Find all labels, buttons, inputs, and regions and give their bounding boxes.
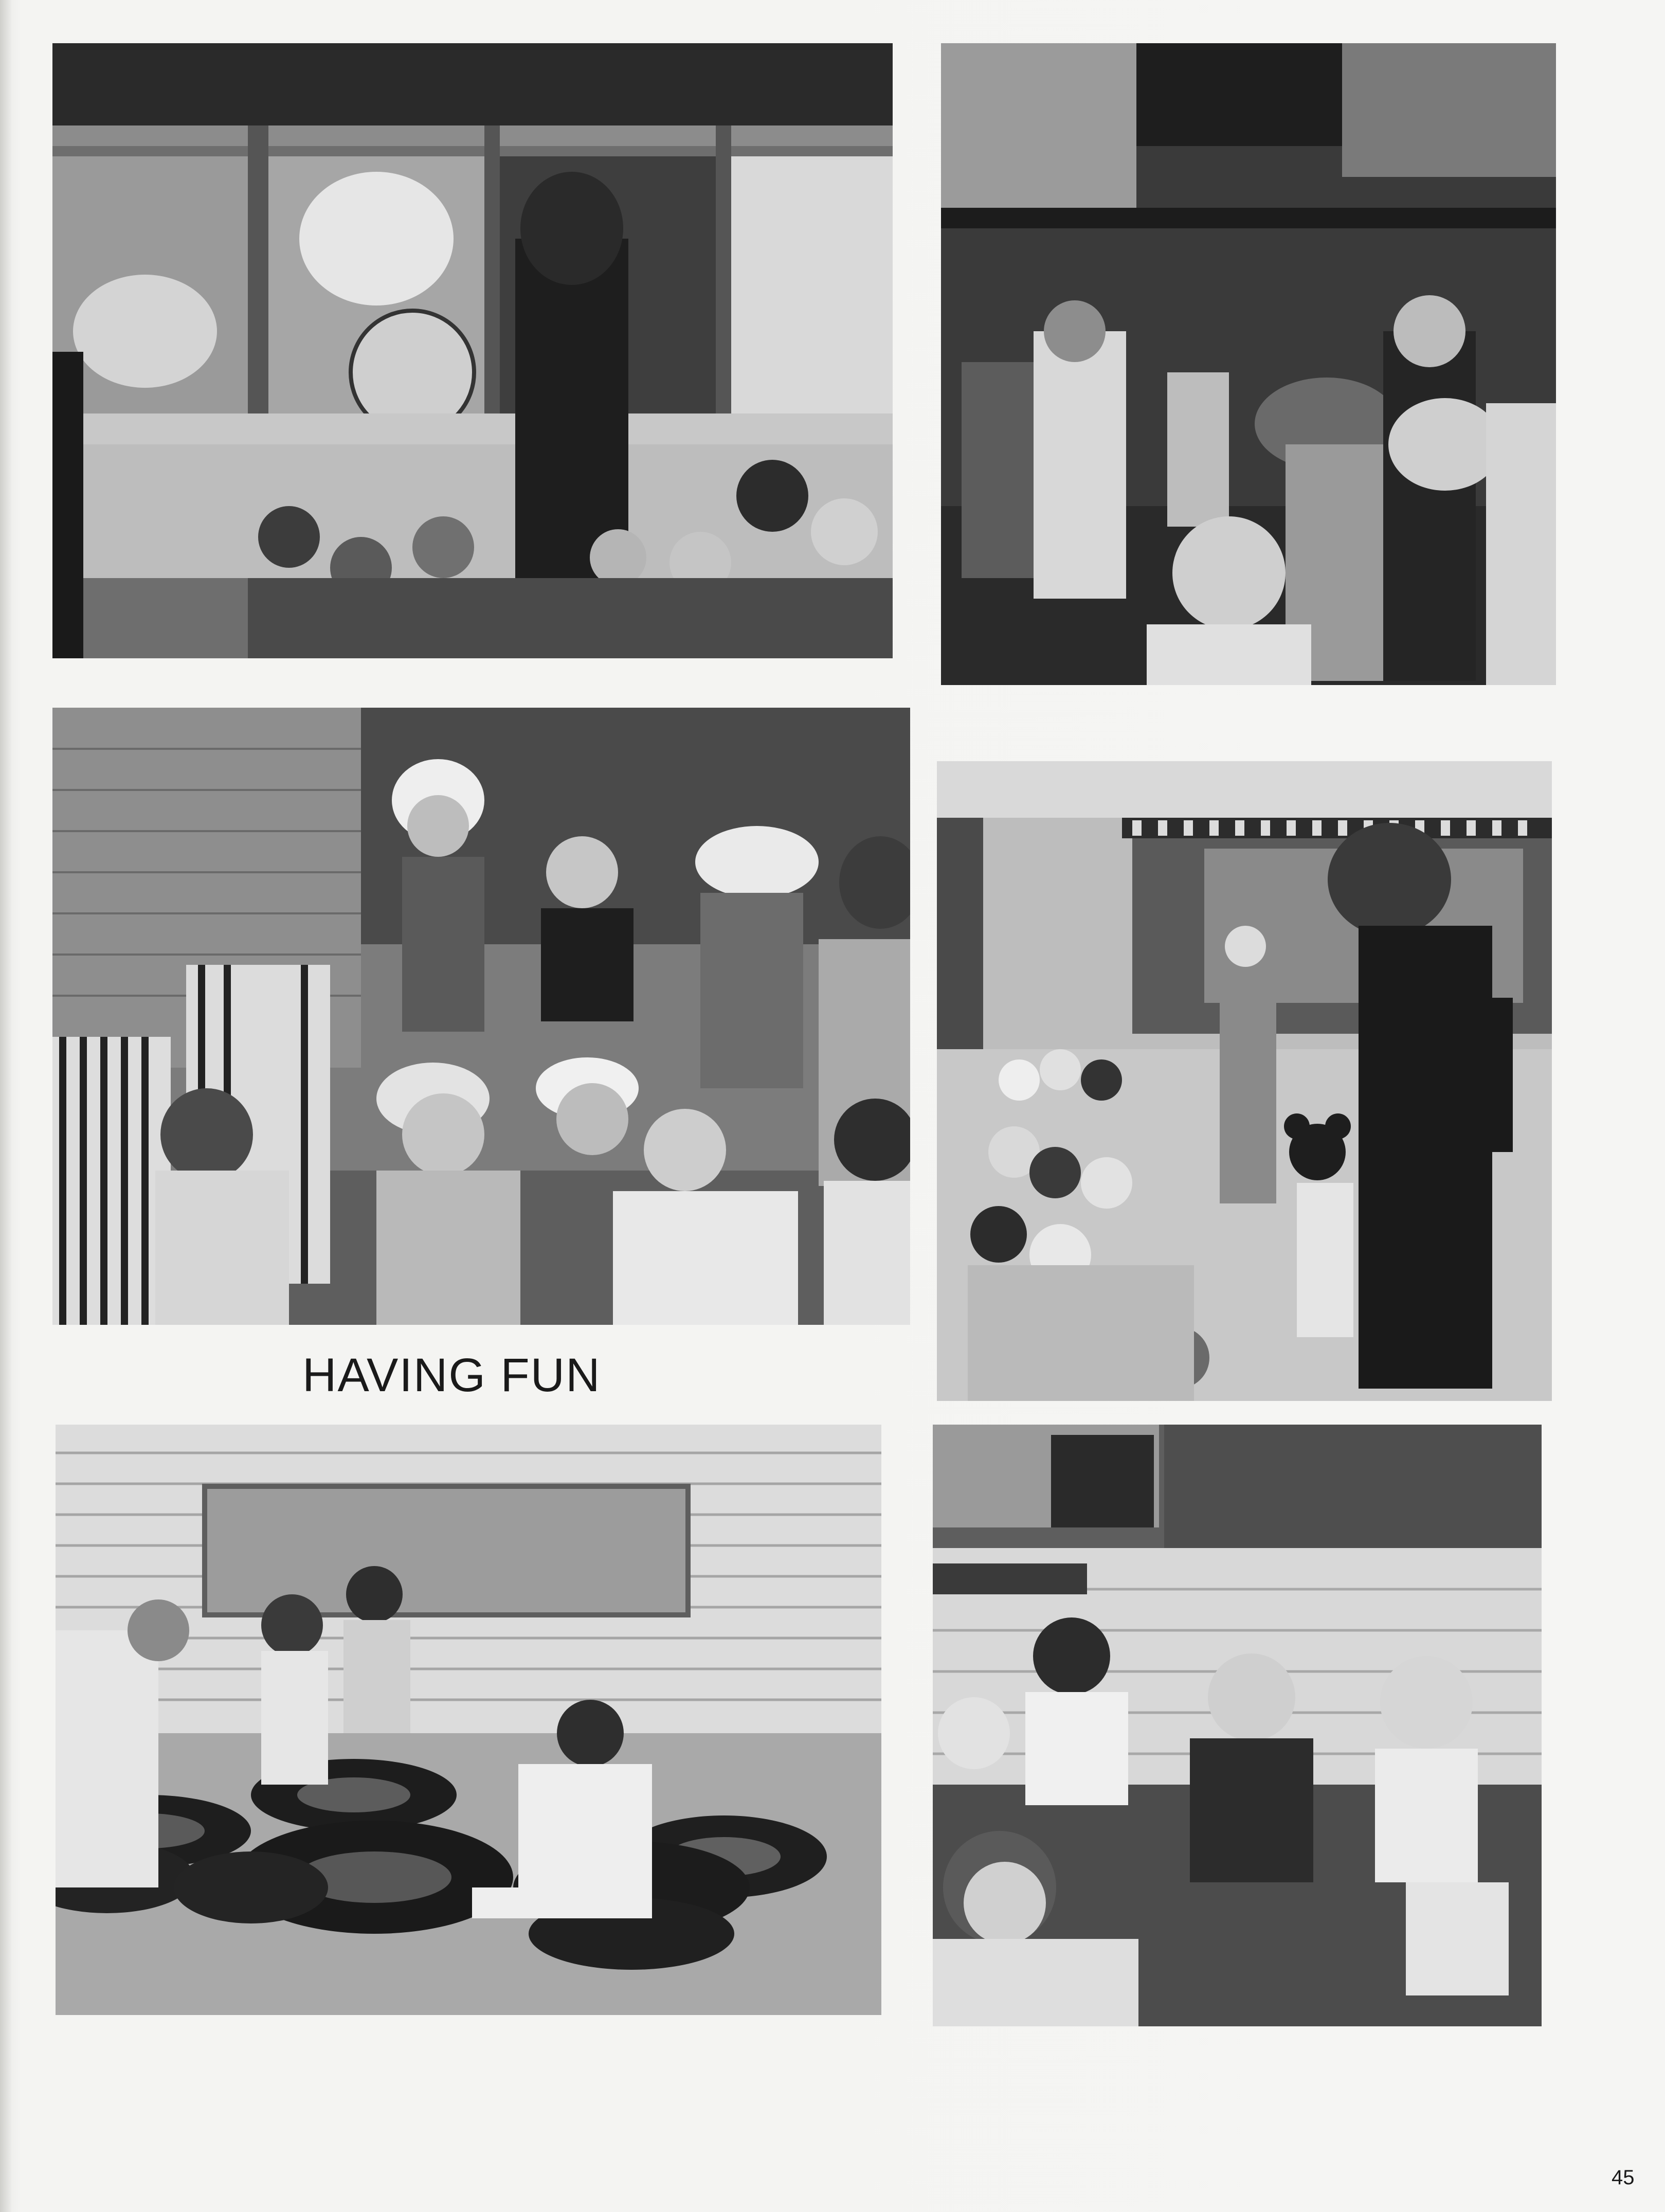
photo-children-tires bbox=[56, 1425, 881, 2015]
photo-classroom-parade bbox=[941, 43, 1556, 685]
page-number: 45 bbox=[1612, 2166, 1635, 2189]
photo-children-tires-image bbox=[56, 1425, 881, 2015]
photo-outdoor-parade-image bbox=[937, 761, 1552, 1401]
photo-children-floor-image bbox=[933, 1425, 1542, 2026]
photo-halloween-window-image bbox=[52, 43, 893, 658]
photo-costume-group-image bbox=[52, 708, 910, 1325]
photo-outdoor-parade bbox=[937, 761, 1552, 1401]
page-binding-edge bbox=[0, 0, 11, 2212]
photo-costume-group bbox=[52, 708, 910, 1325]
photo-halloween-window bbox=[52, 43, 893, 658]
page-headline: HAVING FUN bbox=[302, 1349, 601, 1401]
photo-classroom-parade-image bbox=[941, 43, 1556, 685]
photo-children-floor bbox=[933, 1425, 1542, 2026]
